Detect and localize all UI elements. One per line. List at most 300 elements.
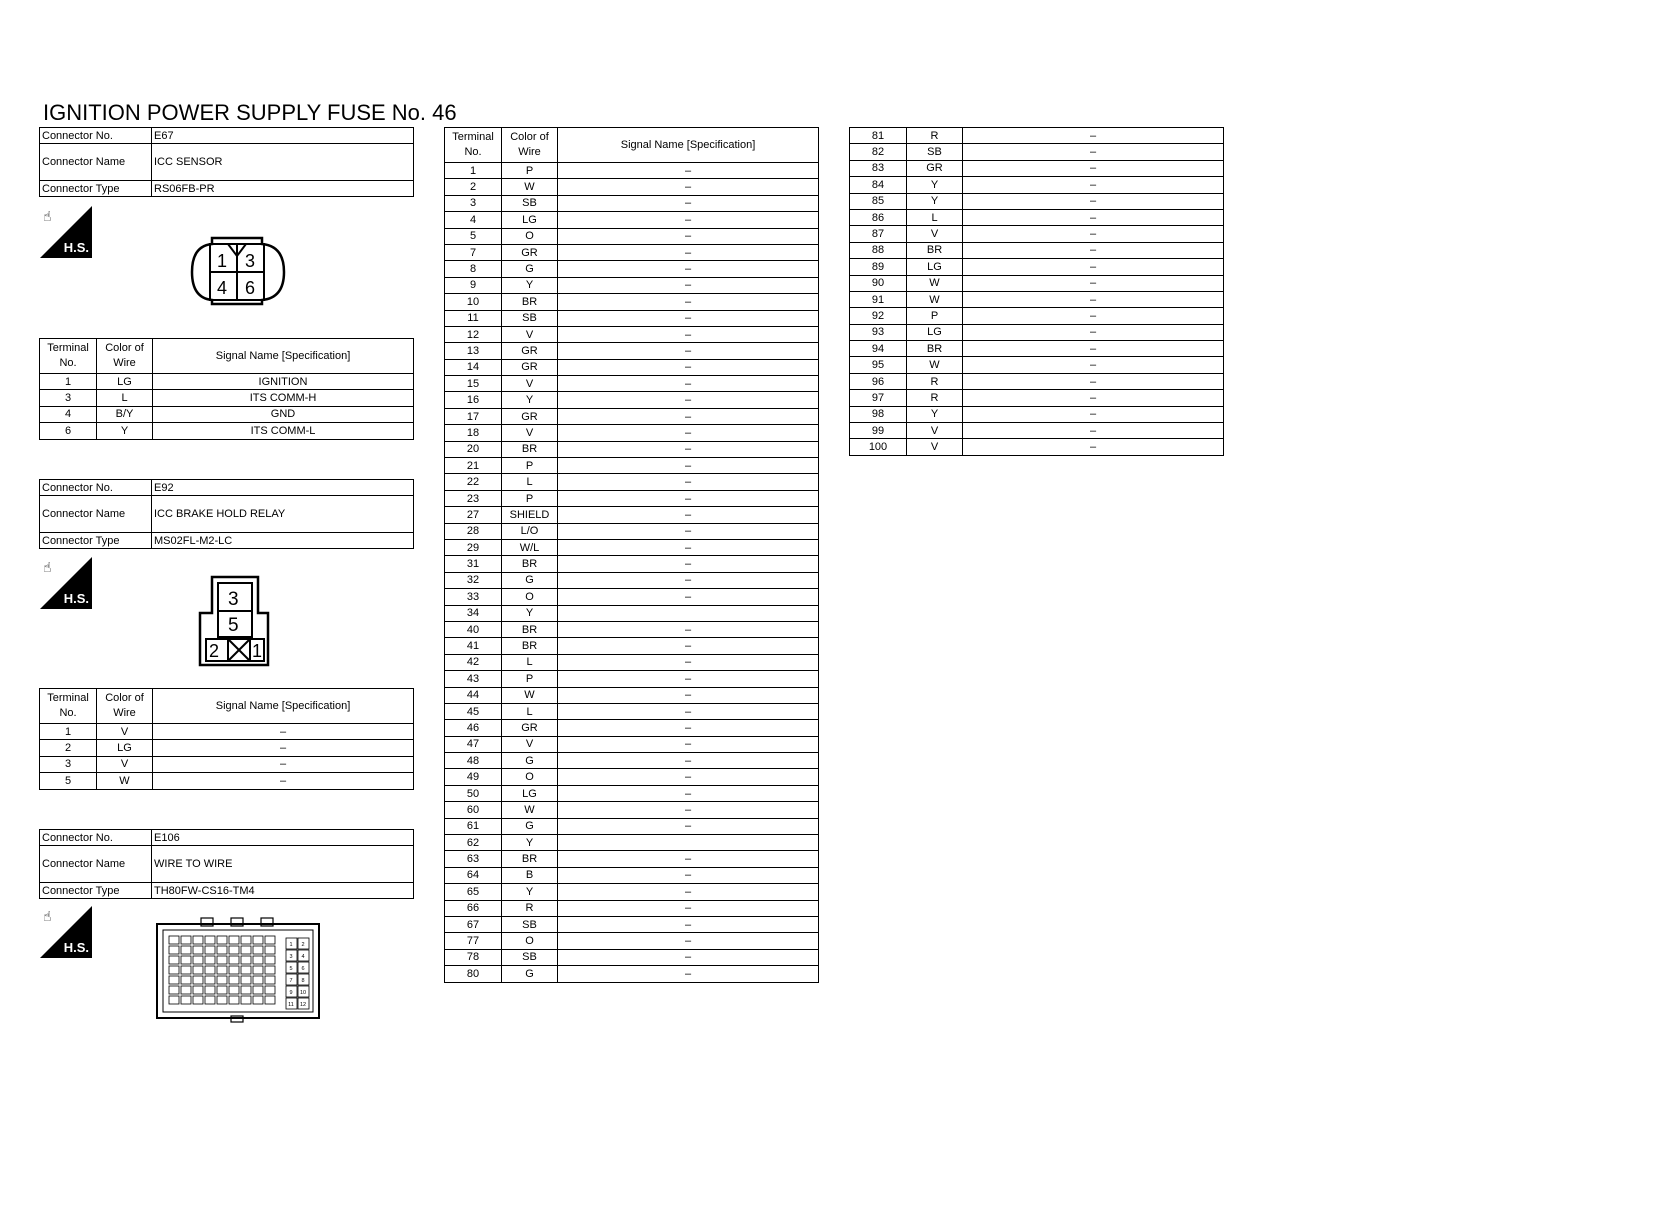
terminal-no-cell: 33 xyxy=(445,589,502,605)
signal-name-cell: – xyxy=(558,212,819,228)
wire-color-cell: R xyxy=(502,900,558,916)
cavity xyxy=(229,956,239,964)
signal-name-cell: – xyxy=(558,310,819,326)
terminal-no-cell: 65 xyxy=(445,884,502,900)
signal-name-cell: – xyxy=(558,277,819,293)
terminal-no-cell: 94 xyxy=(850,341,907,357)
terminal-no-cell: 1 xyxy=(40,724,97,740)
e67-pin-label: 3 xyxy=(245,251,256,271)
table-row xyxy=(850,439,1224,455)
wire-color-cell: V xyxy=(502,326,558,342)
connector-e106-info xyxy=(39,829,414,899)
signal-name-cell: – xyxy=(558,851,819,867)
signal-name-cell: – xyxy=(558,359,819,375)
signal-name-cell: – xyxy=(558,966,819,982)
table-row xyxy=(40,773,414,789)
signal-name-cell: – xyxy=(558,490,819,506)
cavity xyxy=(193,966,203,974)
e92-pin-label: 1 xyxy=(252,641,263,661)
wire-color-cell: BR xyxy=(907,242,963,258)
connector-no-value: E67 xyxy=(152,128,414,144)
e67-pin-label: 4 xyxy=(217,278,228,298)
table-row xyxy=(445,638,819,654)
wire-color-cell: Y xyxy=(502,605,558,621)
table-row xyxy=(850,177,1224,193)
terminal-no-cell: 13 xyxy=(445,343,502,359)
cavity xyxy=(205,996,215,1004)
terminal-no-cell: 96 xyxy=(850,373,907,389)
signal-name-cell: – xyxy=(558,687,819,703)
signal-name-header: Signal Name [Specification] xyxy=(153,339,414,374)
terminal-no-cell: 82 xyxy=(850,144,907,160)
table-row xyxy=(445,802,819,818)
table-row xyxy=(445,408,819,424)
signal-name-cell: – xyxy=(963,226,1224,242)
table-row xyxy=(850,144,1224,160)
signal-name-cell: – xyxy=(558,769,819,785)
terminal-no-cell: 22 xyxy=(445,474,502,490)
connector-no-value: E106 xyxy=(152,830,414,846)
terminal-no-cell: 2 xyxy=(40,740,97,756)
signal-name-cell: – xyxy=(558,949,819,965)
table-row xyxy=(445,785,819,801)
signal-name-cell: – xyxy=(963,242,1224,258)
table-row xyxy=(445,966,819,982)
terminal-no-cell: 48 xyxy=(445,753,502,769)
cavity xyxy=(181,956,191,964)
cavity xyxy=(241,956,251,964)
signal-name-cell: – xyxy=(963,144,1224,160)
signal-name-cell: – xyxy=(558,884,819,900)
table-row xyxy=(445,163,819,179)
connector-type-label: Connector Type xyxy=(40,533,152,549)
harness-side-icon: ☝ xyxy=(43,559,52,575)
cavity xyxy=(217,976,227,984)
wire-color-cell: LG xyxy=(907,324,963,340)
wire-color-cell: LG xyxy=(907,259,963,275)
terminal-no-cell: 44 xyxy=(445,687,502,703)
wire-color-cell: R xyxy=(907,128,963,144)
wire-color-cell: Y xyxy=(97,423,153,439)
cavity xyxy=(241,986,251,994)
terminal-no-cell: 40 xyxy=(445,621,502,637)
table-row xyxy=(445,277,819,293)
signal-name-cell: – xyxy=(558,261,819,277)
table-row xyxy=(445,654,819,670)
table-row xyxy=(850,373,1224,389)
table-row xyxy=(445,228,819,244)
terminal-no-cell: 78 xyxy=(445,949,502,965)
table-row xyxy=(40,756,414,772)
connector-name-value: ICC SENSOR xyxy=(152,144,414,181)
signal-name-cell: – xyxy=(558,343,819,359)
terminal-no-cell: 1 xyxy=(40,374,97,390)
table-row xyxy=(850,193,1224,209)
cavity xyxy=(253,946,263,954)
signal-name-cell: – xyxy=(963,275,1224,291)
table-row xyxy=(850,423,1224,439)
cavity xyxy=(217,946,227,954)
cavity xyxy=(205,936,215,944)
terminal-no-cell: 43 xyxy=(445,671,502,687)
e106-pin-label: 6 xyxy=(301,966,305,972)
cavity xyxy=(265,936,275,944)
table-row xyxy=(40,406,414,422)
terminal-no-cell: 15 xyxy=(445,376,502,392)
wire-color-cell: SB xyxy=(502,195,558,211)
terminal-no-cell: 3 xyxy=(40,390,97,406)
signal-name-cell: – xyxy=(558,392,819,408)
cavity xyxy=(229,936,239,944)
wire-color-cell: Y xyxy=(907,406,963,422)
terminal-no-cell: 7 xyxy=(445,244,502,260)
wire-color-cell: V xyxy=(97,724,153,740)
table-row xyxy=(850,341,1224,357)
cavity xyxy=(265,996,275,1004)
wire-color-cell: G xyxy=(502,572,558,588)
cavity xyxy=(265,986,275,994)
wire-color-cell: BR xyxy=(502,638,558,654)
color-of-wire-header: Color of Wire xyxy=(97,689,153,724)
connector-e106-face xyxy=(155,916,321,1024)
cavity xyxy=(169,966,179,974)
signal-name-cell: – xyxy=(558,638,819,654)
cavity xyxy=(217,996,227,1004)
cavity xyxy=(193,946,203,954)
connector-e67-pin-table xyxy=(39,338,414,440)
signal-name-cell: – xyxy=(558,523,819,539)
connector-name-value: WIRE TO WIRE xyxy=(152,846,414,883)
cavity xyxy=(193,986,203,994)
signal-name-cell: – xyxy=(558,556,819,572)
connector-no-label: Connector No. xyxy=(40,128,152,144)
wire-color-cell: P xyxy=(502,458,558,474)
table-row xyxy=(445,474,819,490)
signal-name-cell: – xyxy=(558,654,819,670)
signal-name-cell: – xyxy=(963,160,1224,176)
wire-color-cell: BR xyxy=(502,441,558,457)
wire-color-cell: SHIELD xyxy=(502,507,558,523)
hs-label: H.S. xyxy=(63,591,89,606)
terminal-no-cell: 85 xyxy=(850,193,907,209)
connector-type-label: Connector Type xyxy=(40,181,152,197)
wire-color-cell: L xyxy=(502,654,558,670)
terminal-no-cell: 3 xyxy=(445,195,502,211)
signal-name-cell: – xyxy=(558,408,819,424)
table-row xyxy=(850,128,1224,144)
signal-name-cell: ITS COMM-H xyxy=(153,390,414,406)
e92-pin-label: 5 xyxy=(228,615,239,636)
cavity xyxy=(181,966,191,974)
connector-type-value: MS02FL-M2-LC xyxy=(152,533,414,549)
terminal-no-cell: 89 xyxy=(850,259,907,275)
table-row xyxy=(40,724,414,740)
table-row xyxy=(445,703,819,719)
terminal-no-cell: 49 xyxy=(445,769,502,785)
terminal-no-cell: 32 xyxy=(445,572,502,588)
table-row xyxy=(445,900,819,916)
connector-e92-face xyxy=(196,575,282,667)
terminal-no-cell: 81 xyxy=(850,128,907,144)
color-of-wire-header: Color of Wire xyxy=(97,339,153,374)
e106-pin-label: 1 xyxy=(289,942,293,948)
cavity xyxy=(181,936,191,944)
wire-color-cell: L xyxy=(502,703,558,719)
table-row xyxy=(445,359,819,375)
cavity xyxy=(181,976,191,984)
terminal-no-cell: 91 xyxy=(850,291,907,307)
e106-pin-label: 3 xyxy=(289,954,293,960)
cavity xyxy=(229,996,239,1004)
cavity xyxy=(205,956,215,964)
signal-name-cell: – xyxy=(963,373,1224,389)
terminal-no-cell: 17 xyxy=(445,408,502,424)
terminal-no-cell: 10 xyxy=(445,294,502,310)
terminal-no-cell: 83 xyxy=(850,160,907,176)
terminal-no-cell: 97 xyxy=(850,390,907,406)
table-row xyxy=(445,523,819,539)
harness-side-icon: ☝ xyxy=(43,908,52,924)
terminal-no-cell: 60 xyxy=(445,802,502,818)
cavity xyxy=(217,966,227,974)
connector-e92-pin-table xyxy=(39,688,414,790)
connector-name-label: Connector Name xyxy=(40,496,152,533)
connector-e67-info xyxy=(39,127,414,197)
terminal-no-cell: 92 xyxy=(850,308,907,324)
connector-e67-face xyxy=(190,234,290,308)
cavity xyxy=(205,986,215,994)
signal-name-cell: – xyxy=(963,439,1224,455)
connector-e106-pin-table-1 xyxy=(444,127,819,983)
signal-name-cell: – xyxy=(963,193,1224,209)
signal-name-cell: – xyxy=(558,900,819,916)
terminal-no-cell: 9 xyxy=(445,277,502,293)
signal-name-cell: – xyxy=(558,474,819,490)
e106-pin-label: 11 xyxy=(288,1002,294,1008)
e106-pin-label: 5 xyxy=(289,966,293,972)
table-row xyxy=(445,539,819,555)
hs-label: H.S. xyxy=(63,240,89,255)
terminal-no-cell: 5 xyxy=(40,773,97,789)
table-row xyxy=(850,324,1224,340)
signal-name-cell: – xyxy=(963,324,1224,340)
terminal-no-header: Terminal No. xyxy=(40,689,97,724)
signal-name-cell: – xyxy=(558,736,819,752)
cavity xyxy=(205,966,215,974)
signal-name-cell: – xyxy=(153,773,414,789)
cavity xyxy=(181,996,191,1004)
terminal-no-cell: 47 xyxy=(445,736,502,752)
cavity xyxy=(265,946,275,954)
cavity xyxy=(229,986,239,994)
signal-name-cell: – xyxy=(963,341,1224,357)
wire-color-cell: P xyxy=(502,671,558,687)
e106-pin-label: 9 xyxy=(289,990,293,996)
terminal-no-cell: 23 xyxy=(445,490,502,506)
connector-type-value: RS06FB-PR xyxy=(152,181,414,197)
table-row xyxy=(40,740,414,756)
signal-name-cell: – xyxy=(963,209,1224,225)
signal-name-cell: – xyxy=(963,308,1224,324)
wire-color-cell: Y xyxy=(907,193,963,209)
signal-name-cell: – xyxy=(558,720,819,736)
signal-name-cell: – xyxy=(963,357,1224,373)
connector-no-value: E92 xyxy=(152,480,414,496)
table-row xyxy=(445,572,819,588)
cavity xyxy=(169,956,179,964)
wire-color-cell: V xyxy=(907,439,963,455)
wire-color-cell: P xyxy=(502,490,558,506)
cavity xyxy=(253,986,263,994)
wire-color-cell: Y xyxy=(907,177,963,193)
signal-name-header: Signal Name [Specification] xyxy=(153,689,414,724)
signal-name-cell: – xyxy=(558,179,819,195)
wire-color-cell: B xyxy=(502,867,558,883)
table-row xyxy=(445,835,819,851)
cavity xyxy=(205,976,215,984)
table-row xyxy=(445,671,819,687)
e92-pin-label: 2 xyxy=(209,641,220,661)
table-row xyxy=(850,275,1224,291)
wire-color-cell: W xyxy=(97,773,153,789)
terminal-no-cell: 84 xyxy=(850,177,907,193)
table-row xyxy=(445,556,819,572)
connector-no-label: Connector No. xyxy=(40,830,152,846)
signal-name-cell: ITS COMM-L xyxy=(153,423,414,439)
signal-name-cell: – xyxy=(558,867,819,883)
terminal-no-cell: 31 xyxy=(445,556,502,572)
wire-color-cell: SB xyxy=(502,949,558,965)
wire-color-cell: O xyxy=(502,769,558,785)
connector-name-label: Connector Name xyxy=(40,144,152,181)
e67-pin-label: 6 xyxy=(245,278,256,298)
cavity xyxy=(229,966,239,974)
cavity xyxy=(253,966,263,974)
wire-color-cell: V xyxy=(97,756,153,772)
signal-name-cell: – xyxy=(558,458,819,474)
table-row xyxy=(445,179,819,195)
cavity xyxy=(217,986,227,994)
table-row xyxy=(445,195,819,211)
wire-color-cell: V xyxy=(907,423,963,439)
signal-name-cell: – xyxy=(558,507,819,523)
cavity xyxy=(241,996,251,1004)
signal-name-cell: – xyxy=(558,163,819,179)
terminal-no-cell: 6 xyxy=(40,423,97,439)
connector-type-label: Connector Type xyxy=(40,883,152,899)
terminal-no-cell: 87 xyxy=(850,226,907,242)
signal-name-cell: – xyxy=(558,933,819,949)
table-row xyxy=(850,308,1224,324)
cavity xyxy=(253,996,263,1004)
table-row xyxy=(850,242,1224,258)
signal-name-cell: – xyxy=(558,244,819,260)
table-row xyxy=(445,261,819,277)
signal-name-cell: – xyxy=(558,294,819,310)
wire-color-cell: Y xyxy=(502,835,558,851)
table-row xyxy=(445,589,819,605)
harness-side-icon: ☝ xyxy=(43,208,52,224)
table-row xyxy=(445,343,819,359)
wire-color-cell: L/O xyxy=(502,523,558,539)
hs-icon xyxy=(40,557,92,609)
signal-name-cell: – xyxy=(963,259,1224,275)
cavity xyxy=(253,956,263,964)
connector-no-label: Connector No. xyxy=(40,480,152,496)
terminal-no-cell: 8 xyxy=(445,261,502,277)
table-row xyxy=(850,357,1224,373)
terminal-no-cell: 95 xyxy=(850,357,907,373)
cavity xyxy=(217,936,227,944)
e106-pin-label: 7 xyxy=(289,978,293,984)
signal-name-header: Signal Name [Specification] xyxy=(558,128,819,163)
table-row xyxy=(445,753,819,769)
terminal-no-cell: 90 xyxy=(850,275,907,291)
table-row xyxy=(850,390,1224,406)
connector-name-value: ICC BRAKE HOLD RELAY xyxy=(152,496,414,533)
table-row xyxy=(445,884,819,900)
wire-color-cell: W xyxy=(907,357,963,373)
terminal-no-cell: 77 xyxy=(445,933,502,949)
terminal-no-header: Terminal No. xyxy=(40,339,97,374)
e106-pin-label: 4 xyxy=(301,954,305,960)
signal-name-cell: – xyxy=(558,195,819,211)
terminal-no-cell: 62 xyxy=(445,835,502,851)
cavity xyxy=(265,966,275,974)
signal-name-cell: – xyxy=(558,228,819,244)
page-title: IGNITION POWER SUPPLY FUSE No. 46 xyxy=(43,100,457,125)
terminal-no-cell: 5 xyxy=(445,228,502,244)
wire-color-cell: G xyxy=(502,753,558,769)
wire-color-cell: W xyxy=(502,687,558,703)
table-row xyxy=(445,916,819,932)
signal-name-cell: – xyxy=(963,390,1224,406)
terminal-no-cell: 1 xyxy=(445,163,502,179)
wire-color-cell: R xyxy=(907,390,963,406)
signal-name-cell: – xyxy=(963,423,1224,439)
e106-pin-label: 10 xyxy=(299,990,307,996)
cavity xyxy=(169,936,179,944)
terminal-no-cell: 12 xyxy=(445,326,502,342)
terminal-no-cell: 80 xyxy=(445,966,502,982)
terminal-no-cell: 64 xyxy=(445,867,502,883)
terminal-no-cell: 98 xyxy=(850,406,907,422)
signal-name-cell: – xyxy=(558,916,819,932)
signal-name-cell: – xyxy=(558,753,819,769)
e67-pin-label: 1 xyxy=(217,251,228,271)
connector-type-value: TH80FW-CS16-TM4 xyxy=(152,883,414,899)
e92-pin-label: 3 xyxy=(228,589,239,610)
table-row xyxy=(445,310,819,326)
wire-color-cell: V xyxy=(502,425,558,441)
cavity xyxy=(265,976,275,984)
wire-color-cell: B/Y xyxy=(97,406,153,422)
cavity xyxy=(253,936,263,944)
e106-pin-label: 12 xyxy=(299,1002,307,1008)
terminal-no-cell: 29 xyxy=(445,539,502,555)
cavity xyxy=(169,986,179,994)
wire-color-cell: O xyxy=(502,589,558,605)
terminal-no-cell: 16 xyxy=(445,392,502,408)
wire-color-cell: G xyxy=(502,818,558,834)
wire-color-cell: LG xyxy=(502,212,558,228)
table-row xyxy=(445,490,819,506)
signal-name-cell: – xyxy=(963,128,1224,144)
connector-name-label: Connector Name xyxy=(40,846,152,883)
table-row xyxy=(445,818,819,834)
table-row xyxy=(40,423,414,439)
wire-color-cell: GR xyxy=(502,359,558,375)
